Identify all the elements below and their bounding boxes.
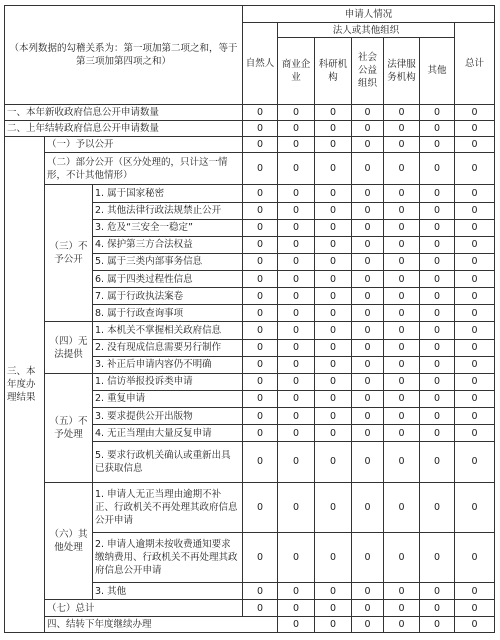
value-cell: 0 xyxy=(278,616,315,632)
value-cell: 0 xyxy=(420,616,455,632)
value-cell: 0 xyxy=(243,137,278,153)
value-cell: 0 xyxy=(384,271,420,288)
value-cell: 0 xyxy=(352,202,384,219)
value-cell: 0 xyxy=(278,390,315,407)
value-cell: 0 xyxy=(420,153,455,185)
header-applicant-group: 申请人情况 xyxy=(243,6,495,23)
value-cell: 0 xyxy=(243,185,278,202)
value-cell: 0 xyxy=(384,425,420,442)
value-cell: 0 xyxy=(278,185,315,202)
value-cell: 0 xyxy=(420,305,455,322)
value-cell: 0 xyxy=(384,339,420,356)
value-cell: 0 xyxy=(278,202,315,219)
value-cell: 0 xyxy=(278,305,315,322)
value-cell: 0 xyxy=(243,305,278,322)
value-cell: 0 xyxy=(455,408,495,425)
row-label: 5. 要求行政机关确认或重新出具已获取信息 xyxy=(93,442,243,482)
value-cell: 0 xyxy=(420,236,455,253)
value-cell: 0 xyxy=(455,219,495,236)
table-row xyxy=(5,153,495,185)
value-cell: 0 xyxy=(315,408,352,425)
value-cell: 0 xyxy=(315,185,352,202)
value-cell: 0 xyxy=(420,322,455,339)
value-cell: 0 xyxy=(352,616,384,632)
value-cell: 0 xyxy=(384,120,420,136)
value-cell: 0 xyxy=(278,288,315,305)
value-cell: 0 xyxy=(278,271,315,288)
value-cell: 0 xyxy=(243,104,278,120)
value-cell: 0 xyxy=(420,390,455,407)
value-cell: 0 xyxy=(420,532,455,582)
value-cell: 0 xyxy=(384,583,420,600)
value-cell: 0 xyxy=(278,408,315,425)
table-row xyxy=(5,322,495,339)
value-cell: 0 xyxy=(420,408,455,425)
value-cell: 0 xyxy=(352,120,384,136)
value-cell: 0 xyxy=(315,153,352,185)
value-cell: 0 xyxy=(315,600,352,616)
value-cell: 0 xyxy=(455,271,495,288)
col-social-welfare: 社会公益组织 xyxy=(352,38,384,105)
header-note: （本列数据的勾稽关系为：第一项加第二项之和，等于第三项加第四项之和） xyxy=(5,6,243,105)
value-cell: 0 xyxy=(352,442,384,482)
row-label: 一、本年新收政府信息公开申请数量 xyxy=(5,104,243,120)
value-cell: 0 xyxy=(420,219,455,236)
value-cell: 0 xyxy=(384,390,420,407)
row-label: 3. 要求提供公开出版物 xyxy=(93,408,243,425)
value-cell: 0 xyxy=(455,253,495,270)
value-cell: 0 xyxy=(420,288,455,305)
value-cell: 0 xyxy=(455,137,495,153)
value-cell: 0 xyxy=(243,153,278,185)
header-row-1 xyxy=(5,6,495,23)
row-label: （二）部分公开（区分处理的，只计这一情形，不计其他情形） xyxy=(45,153,243,185)
value-cell: 0 xyxy=(243,600,278,616)
value-cell: 0 xyxy=(278,373,315,390)
value-cell: 0 xyxy=(352,482,384,532)
col-other: 其他 xyxy=(420,38,455,105)
value-cell: 0 xyxy=(352,271,384,288)
value-cell: 0 xyxy=(455,104,495,120)
value-cell: 0 xyxy=(315,482,352,532)
value-cell: 0 xyxy=(455,390,495,407)
value-cell: 0 xyxy=(384,288,420,305)
value-cell: 0 xyxy=(455,288,495,305)
value-cell: 0 xyxy=(455,322,495,339)
value-cell: 0 xyxy=(352,425,384,442)
value-cell: 0 xyxy=(384,305,420,322)
value-cell: 0 xyxy=(315,339,352,356)
value-cell: 0 xyxy=(420,104,455,120)
group-6-label: （六）其他处理 xyxy=(45,482,93,600)
value-cell: 0 xyxy=(384,202,420,219)
value-cell: 0 xyxy=(384,104,420,120)
value-cell: 0 xyxy=(420,253,455,270)
col-legal-service: 法律服务机构 xyxy=(384,38,420,105)
value-cell: 0 xyxy=(352,583,384,600)
value-cell: 0 xyxy=(315,202,352,219)
value-cell: 0 xyxy=(352,219,384,236)
value-cell: 0 xyxy=(315,373,352,390)
table-row xyxy=(5,120,495,136)
value-cell: 0 xyxy=(420,482,455,532)
value-cell: 0 xyxy=(243,373,278,390)
col-business: 商业企业 xyxy=(278,38,315,105)
value-cell: 0 xyxy=(420,600,455,616)
value-cell: 0 xyxy=(243,271,278,288)
value-cell: 0 xyxy=(315,219,352,236)
value-cell: 0 xyxy=(420,202,455,219)
value-cell: 0 xyxy=(420,442,455,482)
value-cell: 0 xyxy=(420,425,455,442)
row-label: 1. 信访举报投诉类申请 xyxy=(93,373,243,390)
value-cell: 0 xyxy=(352,408,384,425)
row-label: 5. 属于三类内部事务信息 xyxy=(93,253,243,270)
value-cell: 0 xyxy=(455,583,495,600)
value-cell: 0 xyxy=(243,236,278,253)
value-cell: 0 xyxy=(352,288,384,305)
value-cell: 0 xyxy=(278,339,315,356)
value-cell: 0 xyxy=(278,104,315,120)
value-cell: 0 xyxy=(352,390,384,407)
value-cell: 0 xyxy=(315,322,352,339)
value-cell: 0 xyxy=(384,442,420,482)
row-label: 1. 申请人无正当理由逾期不补正、行政机关不再处理其政府信息公开申请 xyxy=(93,482,243,532)
value-cell: 0 xyxy=(243,442,278,482)
row-label: （一）予以公开 xyxy=(45,137,243,153)
value-cell: 0 xyxy=(315,356,352,373)
value-cell: 0 xyxy=(243,583,278,600)
disclosure-statistics-table xyxy=(4,5,495,633)
value-cell: 0 xyxy=(352,236,384,253)
row-label: 3. 其他 xyxy=(93,583,243,600)
value-cell: 0 xyxy=(384,373,420,390)
row-label: 7. 属于行政执法案卷 xyxy=(93,288,243,305)
value-cell: 0 xyxy=(315,305,352,322)
value-cell: 0 xyxy=(455,202,495,219)
value-cell: 0 xyxy=(278,356,315,373)
value-cell: 0 xyxy=(420,356,455,373)
value-cell: 0 xyxy=(352,185,384,202)
value-cell: 0 xyxy=(243,390,278,407)
row-label: 2. 申请人逾期未按收费通知要求缴纳费用、行政机关不再处理其政府信息公开申请 xyxy=(93,532,243,582)
value-cell: 0 xyxy=(315,288,352,305)
value-cell: 0 xyxy=(243,288,278,305)
value-cell: 0 xyxy=(420,339,455,356)
value-cell: 0 xyxy=(315,104,352,120)
value-cell: 0 xyxy=(243,202,278,219)
section-3-label: 三、本年度办理结果 xyxy=(5,137,45,633)
value-cell: 0 xyxy=(455,185,495,202)
value-cell: 0 xyxy=(352,356,384,373)
value-cell: 0 xyxy=(243,339,278,356)
value-cell: 0 xyxy=(384,600,420,616)
value-cell: 0 xyxy=(278,532,315,582)
value-cell: 0 xyxy=(278,482,315,532)
value-cell: 0 xyxy=(278,120,315,136)
table-row xyxy=(5,373,495,390)
value-cell: 0 xyxy=(420,120,455,136)
row-label: 1. 属于国家秘密 xyxy=(93,185,243,202)
value-cell: 0 xyxy=(243,253,278,270)
row-label: 6. 属于四类过程性信息 xyxy=(93,271,243,288)
value-cell: 0 xyxy=(278,153,315,185)
row-label: 3. 补正后申请内容仍不明确 xyxy=(93,356,243,373)
value-cell: 0 xyxy=(384,532,420,582)
col-natural-person: 自然人 xyxy=(243,23,278,105)
value-cell: 0 xyxy=(243,532,278,582)
row-label: 2. 其他法律行政法规禁止公开 xyxy=(93,202,243,219)
value-cell: 0 xyxy=(455,339,495,356)
value-cell: 0 xyxy=(420,271,455,288)
table-row xyxy=(5,185,495,202)
value-cell: 0 xyxy=(315,532,352,582)
value-cell: 0 xyxy=(315,271,352,288)
value-cell: 0 xyxy=(384,616,420,632)
row-label: 1. 本机关不掌握相关政府信息 xyxy=(93,322,243,339)
value-cell: 0 xyxy=(455,616,495,632)
value-cell: 0 xyxy=(315,120,352,136)
group-4-label: （四）无法提供 xyxy=(45,322,93,373)
row-label: 二、上年结转政府信息公开申请数量 xyxy=(5,120,243,136)
value-cell: 0 xyxy=(384,253,420,270)
value-cell: 0 xyxy=(352,253,384,270)
value-cell: 0 xyxy=(384,137,420,153)
value-cell: 0 xyxy=(352,339,384,356)
value-cell: 0 xyxy=(315,253,352,270)
value-cell: 0 xyxy=(352,373,384,390)
value-cell: 0 xyxy=(455,120,495,136)
value-cell: 0 xyxy=(384,236,420,253)
value-cell: 0 xyxy=(352,532,384,582)
group-3-label: （三）不予公开 xyxy=(45,185,93,322)
value-cell: 0 xyxy=(315,390,352,407)
value-cell: 0 xyxy=(420,137,455,153)
value-cell: 0 xyxy=(384,482,420,532)
row-label: （七）总计 xyxy=(45,600,243,616)
value-cell: 0 xyxy=(384,153,420,185)
value-cell: 0 xyxy=(278,253,315,270)
value-cell: 0 xyxy=(315,137,352,153)
value-cell: 0 xyxy=(243,425,278,442)
value-cell: 0 xyxy=(278,425,315,442)
value-cell: 0 xyxy=(384,219,420,236)
value-cell: 0 xyxy=(455,373,495,390)
value-cell: 0 xyxy=(243,322,278,339)
value-cell: 0 xyxy=(243,356,278,373)
value-cell: 0 xyxy=(455,600,495,616)
value-cell: 0 xyxy=(278,442,315,482)
value-cell: 0 xyxy=(243,120,278,136)
row-label: 2. 重复申请 xyxy=(93,390,243,407)
group-5-label: （五）不予处理 xyxy=(45,373,93,482)
table-row xyxy=(5,137,495,153)
value-cell: 0 xyxy=(420,373,455,390)
value-cell: 0 xyxy=(455,425,495,442)
value-cell: 0 xyxy=(384,322,420,339)
table-row xyxy=(5,616,495,632)
col-total: 总计 xyxy=(455,23,495,105)
value-cell: 0 xyxy=(278,137,315,153)
row-label: 4. 无正当理由大量反复申请 xyxy=(93,425,243,442)
value-cell: 0 xyxy=(384,356,420,373)
value-cell: 0 xyxy=(315,236,352,253)
row-label: 3. 危及“三安全一稳定” xyxy=(93,219,243,236)
value-cell: 0 xyxy=(352,153,384,185)
value-cell: 0 xyxy=(455,305,495,322)
value-cell: 0 xyxy=(420,185,455,202)
table-row xyxy=(5,600,495,616)
header-legal-group: 法人或其他组织 xyxy=(278,23,455,38)
value-cell: 0 xyxy=(384,185,420,202)
value-cell: 0 xyxy=(315,425,352,442)
value-cell: 0 xyxy=(455,482,495,532)
value-cell: 0 xyxy=(315,616,352,632)
value-cell: 0 xyxy=(455,153,495,185)
value-cell: 0 xyxy=(315,442,352,482)
value-cell: 0 xyxy=(352,305,384,322)
value-cell: 0 xyxy=(243,482,278,532)
table-row xyxy=(5,104,495,120)
row-label: 4. 保护第三方合法权益 xyxy=(93,236,243,253)
value-cell: 0 xyxy=(455,442,495,482)
value-cell: 0 xyxy=(455,532,495,582)
col-research: 科研机构 xyxy=(315,38,352,105)
value-cell: 0 xyxy=(278,219,315,236)
row-label: 四、结转下年度继续办理 xyxy=(45,616,278,632)
value-cell: 0 xyxy=(352,137,384,153)
value-cell: 0 xyxy=(455,356,495,373)
value-cell: 0 xyxy=(243,219,278,236)
row-label: 8. 属于行政查询事项 xyxy=(93,305,243,322)
value-cell: 0 xyxy=(384,408,420,425)
value-cell: 0 xyxy=(278,322,315,339)
value-cell: 0 xyxy=(278,600,315,616)
value-cell: 0 xyxy=(352,322,384,339)
value-cell: 0 xyxy=(420,583,455,600)
table-row xyxy=(5,482,495,532)
value-cell: 0 xyxy=(278,236,315,253)
value-cell: 0 xyxy=(315,583,352,600)
value-cell: 0 xyxy=(352,600,384,616)
value-cell: 0 xyxy=(243,408,278,425)
value-cell: 0 xyxy=(455,236,495,253)
value-cell: 0 xyxy=(278,583,315,600)
row-label: 2. 没有现成信息需要另行制作 xyxy=(93,339,243,356)
value-cell: 0 xyxy=(352,104,384,120)
